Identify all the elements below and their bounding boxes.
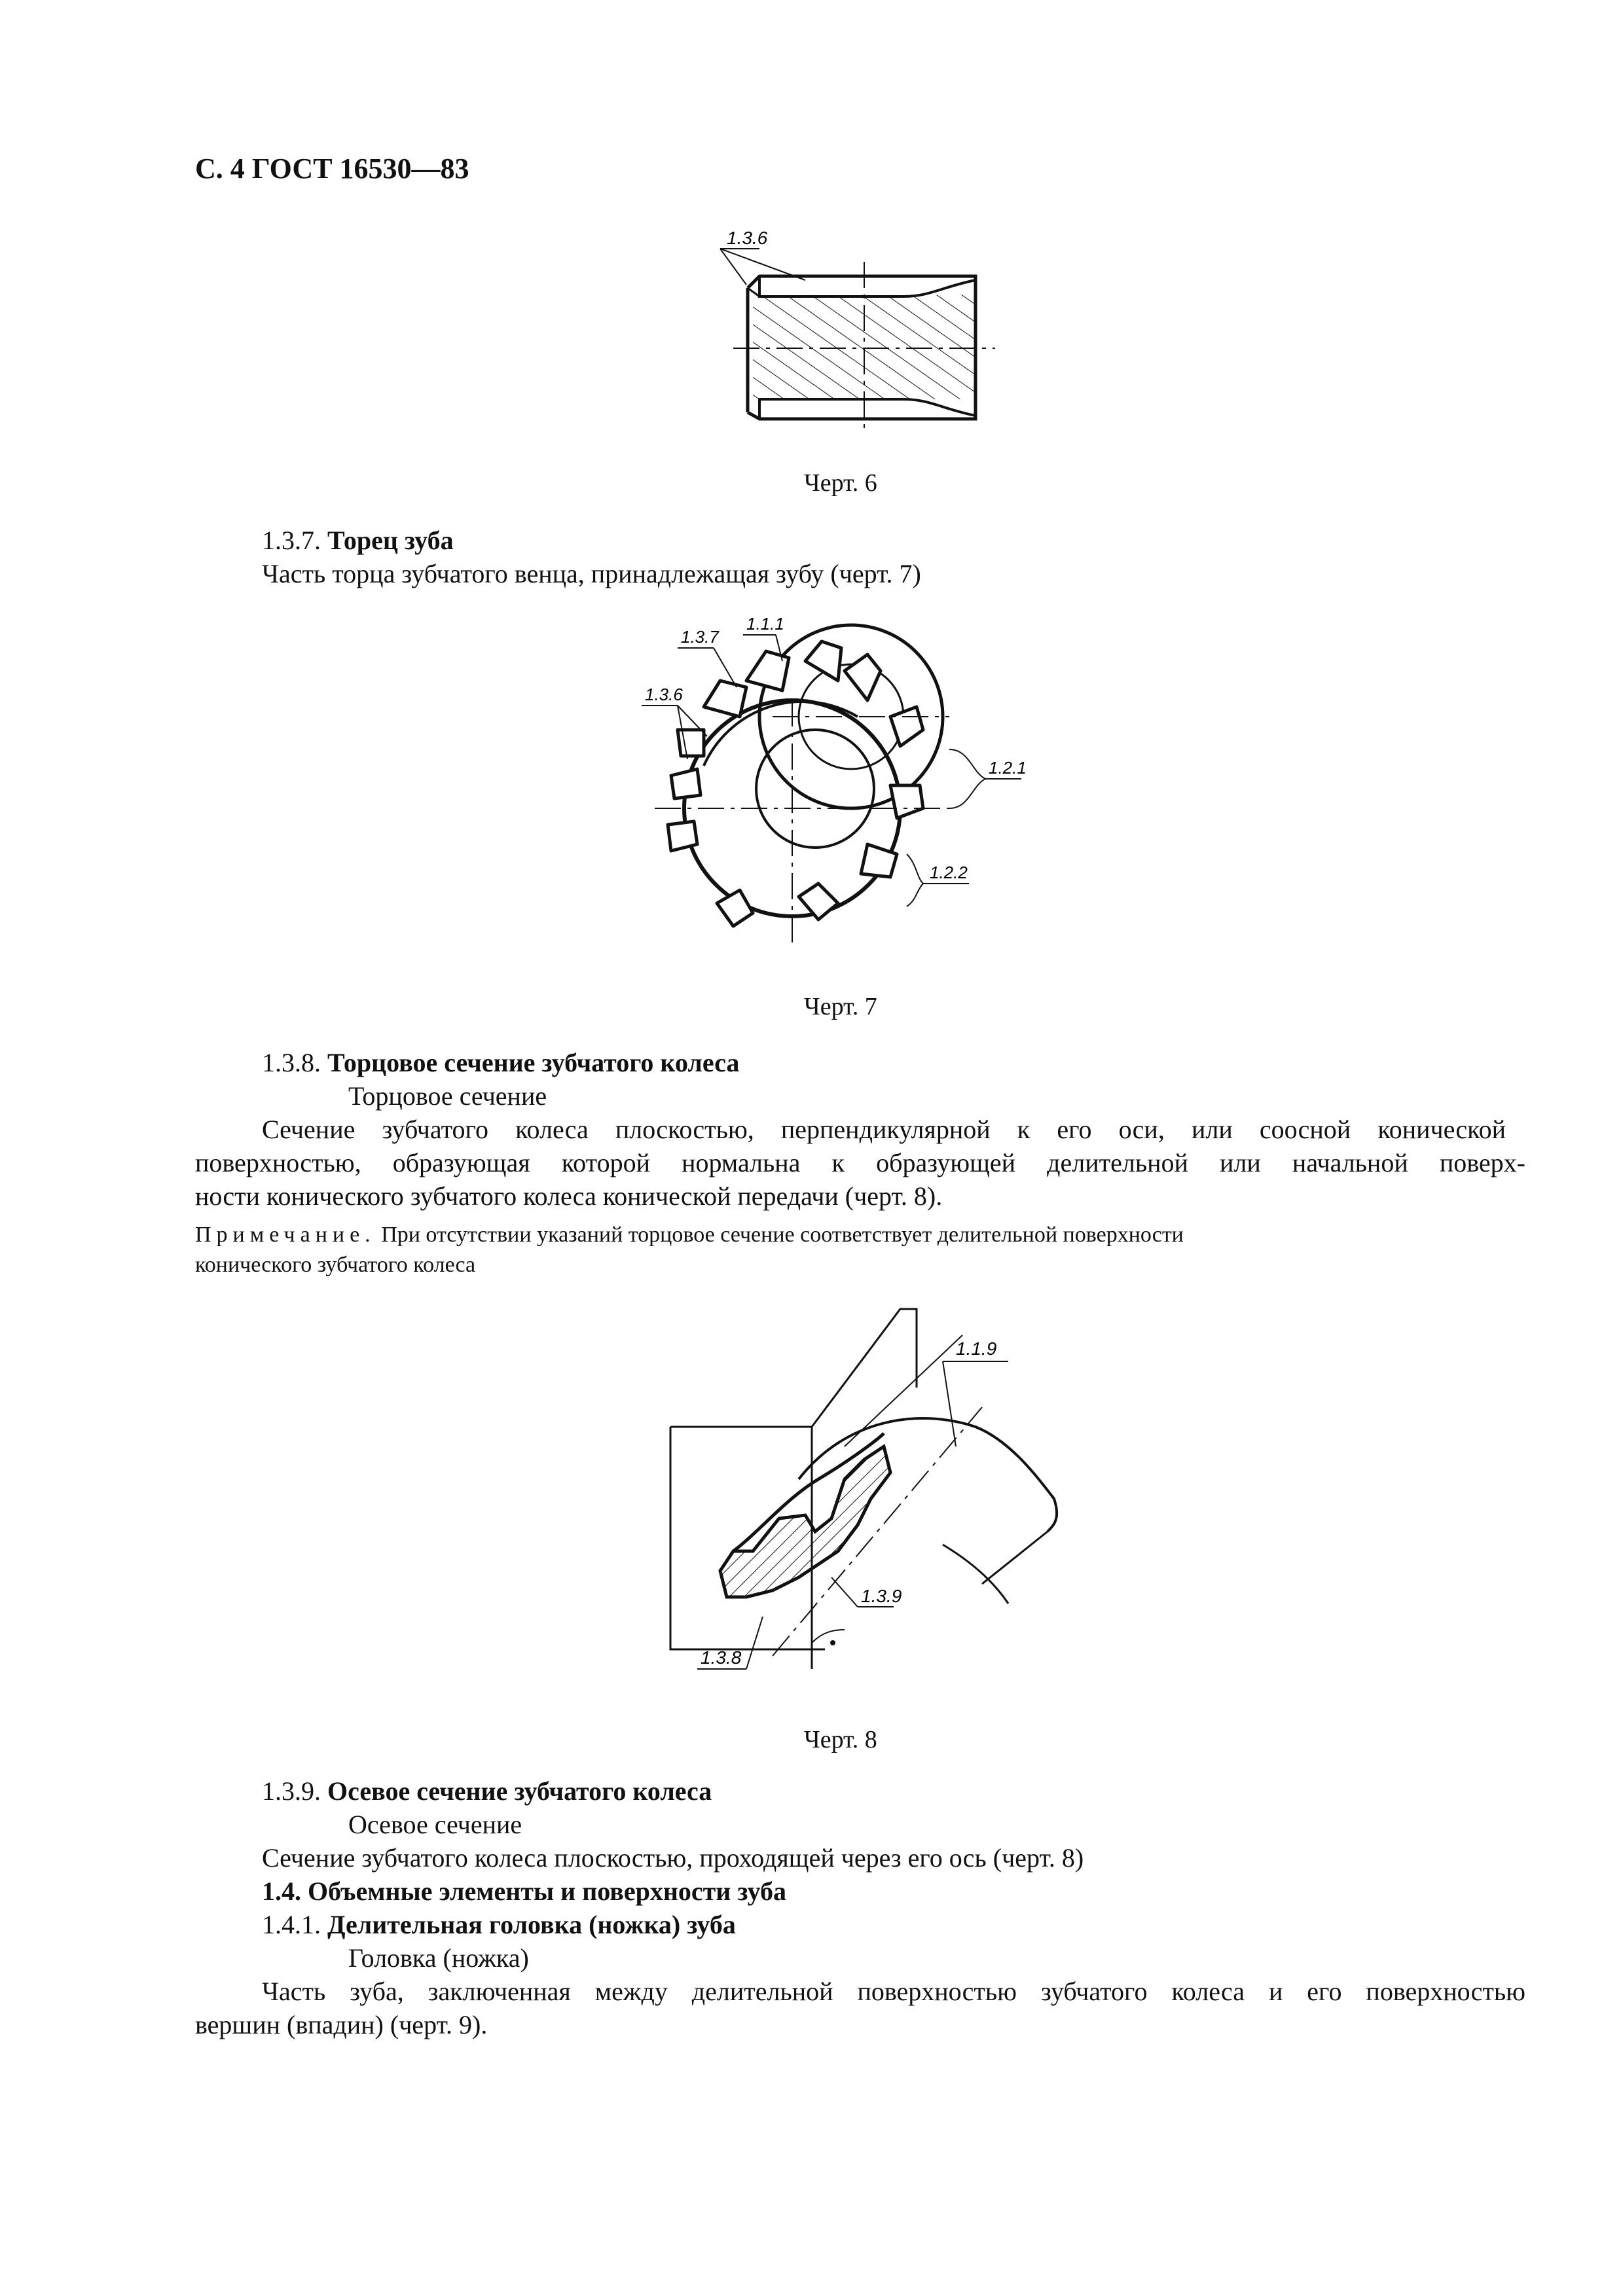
- fig8-label-139: 1.3.9: [861, 1586, 902, 1606]
- section-number: 1.4.1.: [262, 1910, 321, 1939]
- figure-8-drawing: [668, 1302, 1074, 1695]
- section-number: 1.3.9.: [262, 1776, 321, 1806]
- section-title: Делительная головка (ножка) зуба: [327, 1910, 736, 1939]
- section-number: 1.3.8.: [262, 1048, 321, 1077]
- section-title: Объемные элементы и поверхности зуба: [308, 1876, 787, 1906]
- section-1-3-8-body-line-3: ности конического зубчатого колеса конической передачи (черт. 8).: [195, 1181, 943, 1211]
- section-1-4-heading: [262, 1874, 786, 1908]
- figure-6-drawing: [707, 223, 1021, 439]
- section-number: 1.4.: [262, 1876, 301, 1906]
- section-1-3-7-heading: [262, 524, 454, 557]
- section-1-3-9-body: Сечение зубчатого колеса плоскостью, проходящей через его ось (черт. 8): [262, 1843, 1084, 1873]
- section-1-3-9-short-term: Осевое сечение: [348, 1810, 522, 1839]
- figure-7-drawing: [642, 609, 1027, 962]
- fig7-label-137: 1.3.7: [681, 627, 719, 647]
- section-1-3-8-note: [195, 1220, 1525, 1250]
- section-1-4-1-short-term: Головка (ножка): [348, 1943, 529, 1973]
- fig7-label-122: 1.2.2: [930, 863, 968, 882]
- section-1-3-7-body: Часть торца зубчатого венца, принадлежащая зубу (черт. 7): [262, 559, 921, 588]
- section-1-3-8-note-line-2: конического зубчатого колеса: [195, 1253, 476, 1277]
- section-title: Осевое сечение зубчатого колеса: [327, 1776, 712, 1806]
- section-1-4-1-body-line-2: вершин (впадин) (черт. 9).: [195, 2010, 488, 2039]
- figure-8-caption: Черт. 8: [804, 1726, 877, 1753]
- section-1-4-1-body-line-1: Часть зуба, заключенная между делительной поверхностью зубчатого колеса и его поверхностью: [262, 1977, 1525, 2006]
- fig7-label-121: 1.2.1: [989, 758, 1027, 778]
- section-1-3-8-heading: [262, 1046, 739, 1079]
- page-header: С. 4 ГОСТ 16530—83: [195, 152, 469, 185]
- section-1-3-9-heading: [262, 1774, 712, 1808]
- section-1-3-8-short-term: Торцовое сечение: [348, 1081, 547, 1111]
- note-label: Примечание.: [195, 1223, 376, 1247]
- fig6-label-136: 1.3.6: [727, 228, 768, 248]
- fig7-label-136: 1.3.6: [645, 685, 683, 704]
- fig7-label-111: 1.1.1: [746, 614, 784, 634]
- section-1-4-1-heading: [262, 1908, 736, 1941]
- section-title: Торец зуба: [327, 526, 454, 555]
- section-1-3-8-body-line-1: Сечение зубчатого колеса плоскостью, перпендикулярной к его оси, или соосной конической: [262, 1115, 1506, 1144]
- figure-7-caption: Черт. 7: [804, 993, 877, 1020]
- note-text: При отсутствии указаний торцовое сечение соответствует делительной поверхности: [381, 1223, 1184, 1247]
- fig8-label-119: 1.1.9: [956, 1338, 997, 1359]
- section-number: 1.3.7.: [262, 526, 321, 555]
- section-title: Торцовое сечение зубчатого колеса: [327, 1048, 740, 1077]
- figure-6-caption: Черт. 6: [804, 469, 877, 497]
- section-1-3-8-body-line-2: поверхностью, образующая которой нормальна к образующей делительной или начальной поверх-: [195, 1148, 1525, 1177]
- fig8-label-138: 1.3.8: [701, 1647, 742, 1668]
